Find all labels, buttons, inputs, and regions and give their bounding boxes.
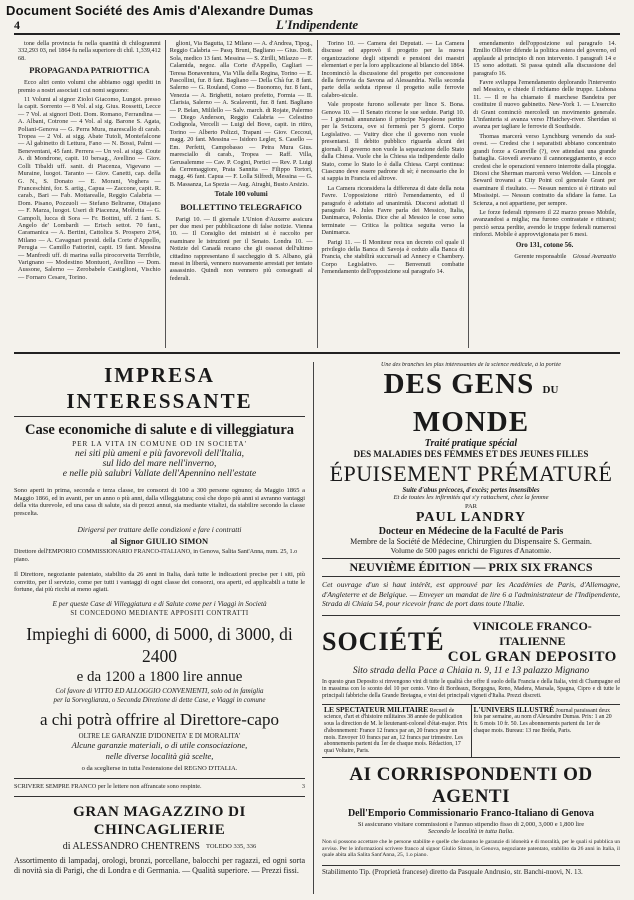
column-3-para-3: La Camera riconsidera la differenza di date della nota Favre. L'opposizione ritirò l'emendamento, ed il paragrafo è adottato ad unanimità. Discorsi adottati il paragrafo 14. Jules Favre parla dei Messico, Italia, Danimarca, Polonia. Dice che al Messico le cose sono terminate — Critica la politica seguita verso la Danimarca. <box>321 184 465 237</box>
societe-vinicole: SOCIÉTÉ VINICOLE FRANCO-ITALIENNE COL GRAN DEPOSITO <box>322 615 620 666</box>
column-3-para-2: Vale proposte furono sollevate per lince S. Bona. Genova 10. — Il Senato ricorse le sue sedute. Parigi 10. — I giornali annunziano il principe Napoleone partito per la Svizzera, ove si fermerà per 5 giorni. Corpo Legislativo. — Vuitry dice che il governo non vuole presentarsi. Il debito pubblico riguarda alcuni dei giornali. Il governo non vuole la separazione dello Stato dalla Chiesa. Vuole che la Chiesa sia indipendente dallo Stato, come lo Stato lo è dalla Chiesa. Carpi continua: Ciascuno deve essere padrone di sè; è necessario che lo si sappia in Francia ed altrove. <box>321 101 465 183</box>
column-4-para-2: Favre sviluppa l'emendamento deplorando l'intervento nel Messico, e chiede il richiamo delle truppe. Lisbona 11. — Il re ha chiamato il marchese Bandeira per costituire il nuovo gabinetto. New-York 1. — L'esercito di Grant cominciò mercoledì un movimento generale. L'infanteria si avanza verso l'Hatchey-river. Sheridan si avanza per tagliare le ferrovie di Southside. <box>473 79 616 131</box>
corrispondenti-title: AI CORRISPONDENTI OD AGENTI <box>349 764 593 808</box>
bollettino-heading: BOLLETTINO TELEGRAFICO <box>180 201 302 212</box>
propaganda-heading: PROPAGANDA PATRIOTTICA <box>29 65 150 76</box>
column-3 <box>318 40 470 348</box>
column-1 <box>14 40 166 348</box>
contact-name: al Signor GIULIO SIMON <box>110 536 209 547</box>
section-divider <box>14 352 620 354</box>
medical-advertisement: Une des branches les plus intéressantes de la science médicale, à la portée DES GENS DU MONDE Traité pratique spécial DES MALADIES DES FEMMES ET DES JEUNES FILLES ÉPUISEMENT PRÉMATURÉ Suite d'abus précoces, d'excès; pertes insensibles Et de toutes les infirmités qui s'y rattachent, chez la femme PAR PAUL LANDRY Docteur en Médecine de la Faculté de Paris Membre de la Société de Médecine, Chirurgien du Dispensaire S. Germain. Volume de 500 pages enrichi de Figures d'Anatomie. NEUVIÈME ÉDITION — PRIX SIX FRANCS Cet ouvrage d'un si haut intérêt, est approuvé par les Académies de Paris, d'Allemagne, d'Angleterre et de Belgique. — Enveyer un mandat de lire 6 a l'administrateur de l'Indipendente, Strada di Chiaia 54, pour ricevoir franc de port dans toute l'Italie. SOCIÉTÉ VINICOLE FRANCO-ITALIENNE COL GRAN DEPOSITO Sito strada della Pace a Chiaia n. 9, 11 e 13 palazzo Mignano In questo gran Deposito si rinvengono vini di tutte le qualità che offre il suolo della Francia e della Italia, vini di Champagne ed in massima con lo sconto del 10 per cento. Vino di Bordeaux, Borgogna, Reno, Madera, Marsala, Spagna, Cipro e di tutte le principali fabbriche della Grande Bretagna, e vini dei principali vigneti d'Italia. Prezzi discreti. LE SPECTATEUR MILITAIRE Recueil de science, d'art et d'histoire militaires 38 année de publication sous la direction de M. le lieutenant-colonel d'état-major. Prix d'abonnement: France 12 francs par an, 20 francs pour un mois. Envoyer 10 francs par an, 12 francs par trimestre. Les abonnements partent du 1er de chaque mois. Rédaction, 17 quai Voltaire, Paris. L'UNIVERS ILLUSTRÉ Journal paraissant deux fois par semaine, au nom d'Alexandre Dumas. Prix: 1 an 20 fr. 6 mois 10 fr. 50. Les abonnements partent du 1er de chaque mois. Bureau: 13 rue Bréda, Paris. AI CORRISPONDENTI OD AGENTI Dell'Emporio Commissionario Franco-Italiano di Genova Si assicurano visitare commissioni e l'annuo stipendio fisso di 2,000, 3,000 e 1,800 lire Secondo le località in tutta Italia. Non si possono accettare che le persone stabilite e quelle che daranno le garanzie di idoneità e di moralità, per le quali si pubblica un avviso. Per le informazioni scrivere franco al signor Giulio Simon, in Genova, negoziante patentato, stabilito da 26 anni in Italia, il quale abita alla Salita Sant'Anna, 25, 1.o piano. Stabilimento Tip. (Proprietà francese) diretto da Pasquale Andrusio, str. Banchi-nuovi, N. 13. <box>322 362 620 876</box>
column-4-para-1: emendamento dell'opposizione sul paragrafo 14. Emilio Ollivier difende la politica estera del governo, ed applaude al principio di non intervento. I paragrafi 14 e 15 sono adottati. Si passa quindi alla discussione del paragrafo 16. <box>473 40 616 77</box>
page-header <box>14 17 620 35</box>
column-4 <box>469 40 620 348</box>
column-3-para-1: Torino 10. — Camera dei Deputati. — La Camera discusse ed approvò il progetto per la nuova organizzazione degli stipendi e pensioni dei maestri elementari e per la loro applicazione al bilancio del 1864. Incominciò la discussione del progetto per concessione della ferrovia da Savona ad Alessandria. Nella seconda parte della seduta riprese il progetto sulle ferrovie calabro-sicule. <box>321 40 465 99</box>
impresa-advertisement: IMPRESA INTERESSANTE Case economiche di salute e di villeggiatura PER LA VITA IN COMUNE OD IN SOCIETA' nei siti più ameni e più favorevoli dell'Italia, sul lido del mare nell'inverno, e nelle più salubri Vallate dell'Apennino nell'estate Sono aperti in prima, seconda e terza classe, tre consorzi di 100 a 300 persone ognuno; da Maggio 1865 a Maggio 1866, ed in avanti, per un anno o più anni, dalla villeggiatura; così che dopo più anni si avranno vantaggi della vita durevole, ed una casa di salute, sia di prezzi annui, sia mediante vitalizi, da stabilire secondo la classe prescelta. Dirigersi per trattare delle condizioni e fare i contratti al Signor GIULIO SIMON Direttore dell'EMPORIO COMMISSIONARIO FRANCO-ITALIANO, in Genova, Salita Sant'Anna, num. 25, 1.o piano. Il Direttore, negoziante patentato, stabilito da 26 anni in Italia, darà tutte le indicazioni precise per i siti, più convitto, per il servizio, come per tutti i vantaggi di ogni classe dei consorzi, ora aperti, ed applicabili a tutte le fortune, dai più ricchi ai meno agiati. E per queste Case di Villeggiatura e di Salute come per i Viaggi in Società SI CONCEDONO MEDIANTE APPOSITI CONTRATTI Impieghi di 6000, di 5000, di 3000, di 2400 e da 1200 a 1800 lire annue Col favore di VITTO ED ALLOGGIO CONVENIENTI, solo od in famiglia per la Sorveglianza, o Seconda Direzione di dette Case, e Viaggi in comune a chi potrà offrire al Direttore-capo OLTRE LE GARANZIE D'IDONEITA' E DI MORALITA' Alcune garanzie materiali, o di utile consociazione, nelle diverse località già scelte, o da sceglierse in tutta l'estensione del REGNO D'ITALIA. SCRIVERE SEMPRE FRANCO per le lettere non affrancate sono respinte. 3 GRAN MAGAZZINO DI CHINCAGLIERIE di ALESSANDRO CHENTRENS TOLEDO 335, 336 Assortimento di lampadaj, orologi, bronzi, porcellane, balocchi per ragazzi, ed ogni sorta di novità sia di Parigi, che di Londra e di Germania. — Qualità superiore. — Prezzi fissi. <box>14 362 314 894</box>
column-4-para-3: Thomas marcerà verso Lynchburg venendo da sud-ovest. — Credesi che i separatisti abbiano concentrato grandi forze a Granville (?), ove attendasi una grande battaglia. Giovedì avevano il cannoneggiamento, e ecco credesi che le operazioni vennero interrotte dalla pioggia. Dicesi che Sherman marcerà verso Weldon. — Lincoln e Seward trovansi a City Point col generale Grant per esaminare il risultato. — Nessun nemico si è ritirato sul Mississipi. — Nessun contratto da sfidare la fame. La Scienza, a noi appartiene, per sempre. <box>473 132 616 207</box>
column-2 <box>166 40 318 348</box>
magazzino-title: GRAN MAGAZZINO DI CHINCAGLIERIE <box>73 803 246 838</box>
salary-headline: Impieghi di 6000, di 5000, di 3000, di 2400 <box>26 623 293 666</box>
propaganda-intro: Ecco altri cento volumi che abbiamo oggi spediti in premio a nostri associati i cui nomi seguono: <box>18 79 161 94</box>
signature: Gerente responsabile Giosué Avanzatio <box>514 252 616 260</box>
document-watermark: Document Société des Amis d'Alexandre Dumas <box>6 3 314 18</box>
propaganda-list: 11 Volumi al signor Zioloi Giacomo, Lungot. presso la capit. Sorrento — 8 Vol. al sig. Gius. Rossetti, Lecce — 7 Vol. ai signori Dott. Dom. Romano, Ferrandina — A. Albani, Cotrone — 4 Vol. al sig. Barone S. Agata, Poliani-Genova — G. Perra Mura, marescallo di carab. Tropea — 2 Vol. ai sigg. Abate Tutoli, Montefalcone — Al gabinetto di Lettura, Fano — N. Bossi, Palmi — Beneventani, 45 fant. Perrera — Un vol. ai sigg. Coute A. di Mondrone, capit. 10 bersag., Avellino — Giov. Colli Tibaldi uff. sanit. di Piacenza, Vigevano — Muraine, luogot. Taranto — Giov. Canetti, cap. della G. N., S. Donato — E. Morani, Voghera — Franceschini, for. S. artig., Capua — Zaccone, capit. R. carab., Bari — Fab. Mottarealle, Reggio Calabria — Dom. Pisano, Pozzuoli — Stefano Beltrame, Ottajano — F. Marza, luogot. Useri di Piacenza, Molfetta — G. Campoli, lucca di Sora — Fr. Bottini, uff. 2 fant. S. Angelo de' Lombardi — Erisch settot. 70 fant., Caramanica — A. Bertini, Cattolica S. Prospero 2/64, Milano — A. Cavagnari presid. della Corte d'Appello, Perugia — Camillo Fattorini, capit. 19 fant. Messina — Manfredi uff. di marina sulla pirocorvetta Terribile, Varignano — Modestino Montuori, Avellino — Dom. Aussone, Salerno — Zerobabele Castiglioni, Vischio — Fornaro Cesare, Torino. <box>18 96 161 281</box>
spectateur-militaire-box: LE SPECTATEUR MILITAIRE Recueil de science, d'art et d'histoire militaires 38 année de publication sous la direction de M. le lieutenant-colonel d'état-major. Prix d'abonnement: France 12 francs par an, 20 francs pour un mois. Envoyer 10 francs par an, 12 francs par trimestre. Les abonnements partent du 1er de chaque mois. Rédaction, 17 quai Voltaire, Paris. <box>322 705 472 758</box>
column-2-list: glioni, Via Bagutta, 12 Milano — A. d'Andrea, Tipog., Reggio Calabria — Pasq. Bruni, Bagliano — Gius. Dott. Sola, medico 13 fant. Messina — S. Zirilli, Milazzo — F. Calamida, negoz. alla Corte d'Appello, Cagliari — Teresa Bonaventura, Via Villa della Regina, Torino — E. Pascollini, fur. 8 fant. Bagliano — Della Chà fur. 8 fant. Salerno — G. Rouland, Como — Buonomo, fur. 8 fant., Venezia — A. Brighetti, notaro prefetto, Formia — II. Clarisia, Salerno — A. Scalaventi, fur. 8 fant. Bagliano — P. Belan, Mililello — Salv. march. di Rojate, Palermo — Diego Anderson, Reggio Calabria — Celestino Codignola, Vercelli — Luigi del Bove, capit. in ritiro, Torino — Alberto Polizzi, Trapani — Giov. Ceccoui, magg. 20 fant. Messina — Isidoro Legler, S. Casello — Em. Perfetti, Campobasso — Petra Mura Gius. maresciallo di carab., Tropea — Raff. Villa, Gerusalemme — Cav. P. Cogini, Portici — Rev. P. Luigi da Cerremaggiore, Prata Sannita — Filippo Tortori, magg. 46 fant. Capua — F. Lolla Silfredi, Messina — G. B. Massanza, La Spezia — Aug. Airaghi, Busto Arsizio. <box>169 40 313 188</box>
column-4-para-4: Le forze federali ripresero il 22 marzo presso Mobile, avanzandosi a miglia; ma furono contrastate e ritirarsi; perciò senza perdite, avendo le truppe federali numerosi rinforzi. Mobile è approvvigionata per 6 mesi. <box>473 208 616 239</box>
ad-subtitle: Case economiche di salute e di villeggiatura <box>24 422 295 438</box>
ad-body: Sono aperti in prima, seconda e terza classe, tre consorzi di 100 a 300 persone ognuno; da Maggio 1865 a Maggio 1866, ed in avanti, per un anno o più anni, dalla villeggiatura; così che dopo più anni si avranno vantaggi della vita durevole, ed una casa di salute, sia di prezzi annui, sia mediante vitalizi, da stabilire secondo la classe prescelta. <box>14 487 305 517</box>
bollettino-text: Parigi 10. — Il giornale L'Union d'Auxerre assicura per due mesi per pubblicazione di false notizie. Vienna 10. — Il Consiglio dei ministri si è raccolto per esaminare le istruzioni per il Senato. Londra 10. — Notizie del Canadà recano che gli ossessi dell'ultimo cittadino rappresentano il saccheggio di S. Albano, già messi in libertà, vennero nuovamente arrestati per tentato assassinio. Quindi non vennero più consegnati al federali. <box>169 215 313 282</box>
masthead: L'Indipendente <box>275 17 359 32</box>
news-columns <box>14 40 620 348</box>
column-3-para-4: Parigi 11. — Il Moniteur reca un decreto col quale il privilegio della Banca di Savoja è ceduto alla Banca di Francia, che stabilirà succursali ad Annecy e Chambery. Corpo Legislativo. — Benvenuti combatte l'emendamento dell'opposizione sul paragrafo 14. <box>321 238 465 276</box>
author-name: PAUL LANDRY <box>415 510 527 525</box>
univers-illustre-box: L'UNIVERS ILLUSTRÉ Journal paraissant deux fois par semaine, au nom d'Alexandre Dumas. Prix: 1 an 20 fr. 6 mois 10 fr. 50. Les abonnements partent du 1er de chaque mois. Bureau: 13 rue Bréda, Paris. <box>473 704 612 734</box>
ad-title: IMPRESA INTERESSANTE <box>14 362 305 417</box>
column-1-intro: tone della provincia fu nella quantità di chilogrammi 332,293 03, nel 1864 fu nella superiore di chil. 1,339,412 68. <box>18 40 161 62</box>
total-volumes: Totale 100 volumi <box>214 190 268 199</box>
printer-line: Stabilimento Tip. (Proprietà francese) diretto da Pasquale Andrusio, str. Banchi-nuovi, N. 13. <box>322 865 620 876</box>
des-gens-title: DES GENS DU MONDE <box>383 368 559 438</box>
edition-price: NEUVIÈME ÉDITION — PRIX SIX FRANCS <box>322 558 620 577</box>
page-number: 4 <box>14 18 20 32</box>
oro-cotone: Oro 131, cotone 56. <box>515 240 574 249</box>
